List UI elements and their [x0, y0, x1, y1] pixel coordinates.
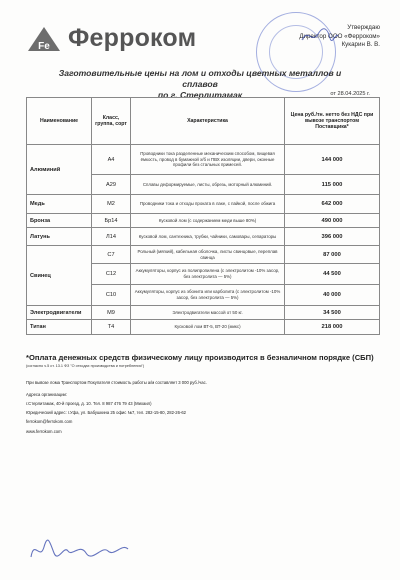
cell-grade: А4 — [92, 145, 131, 175]
payment-note-law: (согласно ч.5 ст. 13.1 ФЗ "О отходах производства и потребления") — [26, 364, 145, 368]
cell-grade: С10 — [92, 285, 131, 306]
table-row — [27, 145, 380, 175]
cell-desc: Проводники тока и отходы проката в лаке, с пайкой, после обжига — [131, 195, 285, 214]
cell-desc: Кусковой лом ВТ-5, ВТ-20 (микс) — [131, 320, 285, 335]
cell-price: 218 000 — [285, 320, 380, 335]
cell-desc: Сплавы деформируемые, листы, обрезь, моторный алюминий. — [131, 175, 285, 195]
logo-letters: Fe — [38, 40, 50, 52]
cell-price: 87 000 — [285, 246, 380, 264]
cell-price: 44 500 — [285, 264, 380, 285]
cell-desc: Кусковой лом, сантехника, трубки, чайники, самовары, сепараторы — [131, 228, 285, 246]
cell-price: 396 000 — [285, 228, 380, 246]
cell-desc: Аккумуляторы, корпус из эбонита или карболита (с электролитом -10% засор, без электролита — 5%) — [131, 285, 285, 306]
website-text: www.ferrokom.com — [26, 429, 62, 434]
cell-grade: С12 — [92, 264, 131, 285]
cell-grade: М9 — [92, 306, 131, 320]
email-text: ferrokom@ferrokom.com — [26, 419, 73, 424]
title-line2: по г. Стерлитамак — [157, 90, 243, 100]
cell-name: Бронза — [27, 214, 92, 228]
table-row — [27, 306, 380, 320]
cell-grade: Т4 — [92, 320, 131, 335]
approval-line2: Директор ООО «Ферроком» — [299, 32, 380, 40]
cell-name: Титан — [27, 320, 92, 335]
cell-price: 144 000 — [285, 145, 380, 175]
logo-mark-icon — [26, 25, 62, 53]
cell-desc: Кусковой лом (с содержанием меди выше 80%) — [131, 214, 285, 228]
approval-line1: Утверждаю — [347, 24, 380, 31]
bottom-signature — [28, 535, 138, 570]
document-date: от 28.04.2025 г. — [330, 91, 370, 97]
cell-name: Латунь — [27, 228, 92, 246]
title-line1: Заготовительные цены на лом и отходы цветных металлов и сплавов — [58, 68, 342, 89]
cell-name: Медь — [27, 195, 92, 214]
table-row — [27, 320, 380, 335]
cell-name: Электродвигатели — [27, 306, 92, 320]
cell-desc: Рольный (мягкий), кабельная оболочка, листы свинцовые, переплав свинца — [131, 246, 285, 264]
cell-name: Алюминий — [27, 145, 92, 195]
table-row — [27, 228, 380, 246]
cell-grade: М2 — [92, 195, 131, 214]
cell-name: Свинец — [27, 246, 92, 306]
cell-grade: А29 — [92, 175, 131, 195]
header-grade: Класс, группа, сорт — [92, 98, 131, 145]
ferrokom-logo — [26, 24, 196, 53]
address-line2: Юридический адрес: г.Уфа, ул. Бабушкина 25 офис №7, тел. 282-15-80, 282-26-62 — [26, 410, 187, 415]
table-header-row — [27, 98, 380, 145]
cell-price: 34 500 — [285, 306, 380, 320]
address-heading: Адреса организации: — [26, 392, 68, 397]
cell-desc: Электродвигатели массой от 50 кг. — [131, 306, 285, 320]
cell-grade: С7 — [92, 246, 131, 264]
top-signature — [300, 26, 340, 51]
table-row — [27, 214, 380, 228]
header-desc: Характеристика — [131, 98, 285, 145]
brand-name: Ферроком — [68, 24, 197, 52]
header-name: Наименование — [27, 98, 92, 145]
table-row — [27, 246, 380, 264]
cell-grade: Л14 — [92, 228, 131, 246]
price-table — [26, 97, 380, 335]
cell-price: 115 000 — [285, 175, 380, 195]
transport-note: При вывозе лома Транспортом Покупателя стоимость работы а/м составляет 3 000 руб./час. — [26, 380, 207, 385]
cell-price: 40 000 — [285, 285, 380, 306]
approval-line3: Кукарин В. В. — [341, 41, 380, 49]
cell-price: 490 000 — [285, 214, 380, 228]
payment-note: *Оплата денежных средств физическому лицу производится в безналичном порядке (СБП) — [26, 353, 374, 362]
header-price: Цена руб./тн. нетто без НДС при вывозе транспортом Поставщика* — [285, 98, 380, 145]
cell-grade: Бр14 — [92, 214, 131, 228]
cell-desc: Аккумуляторы, корпус из полипропилена (с электролитом -10% засор, без электролита — 5%) — [131, 264, 285, 285]
address-line1: г.Стерлитамак, 40-й проезд, д. 10. Тел. 8 987 476 79 43 (Михаил) — [26, 401, 152, 406]
cell-price: 642 000 — [285, 195, 380, 214]
table-row — [27, 195, 380, 214]
cell-desc: Проводники тока разделенные механическим способом, пищевая ёмкость, провод в бумажной х/б и ПВХ изоляции, двери, оконные профили без стальных примесей. — [131, 145, 285, 175]
